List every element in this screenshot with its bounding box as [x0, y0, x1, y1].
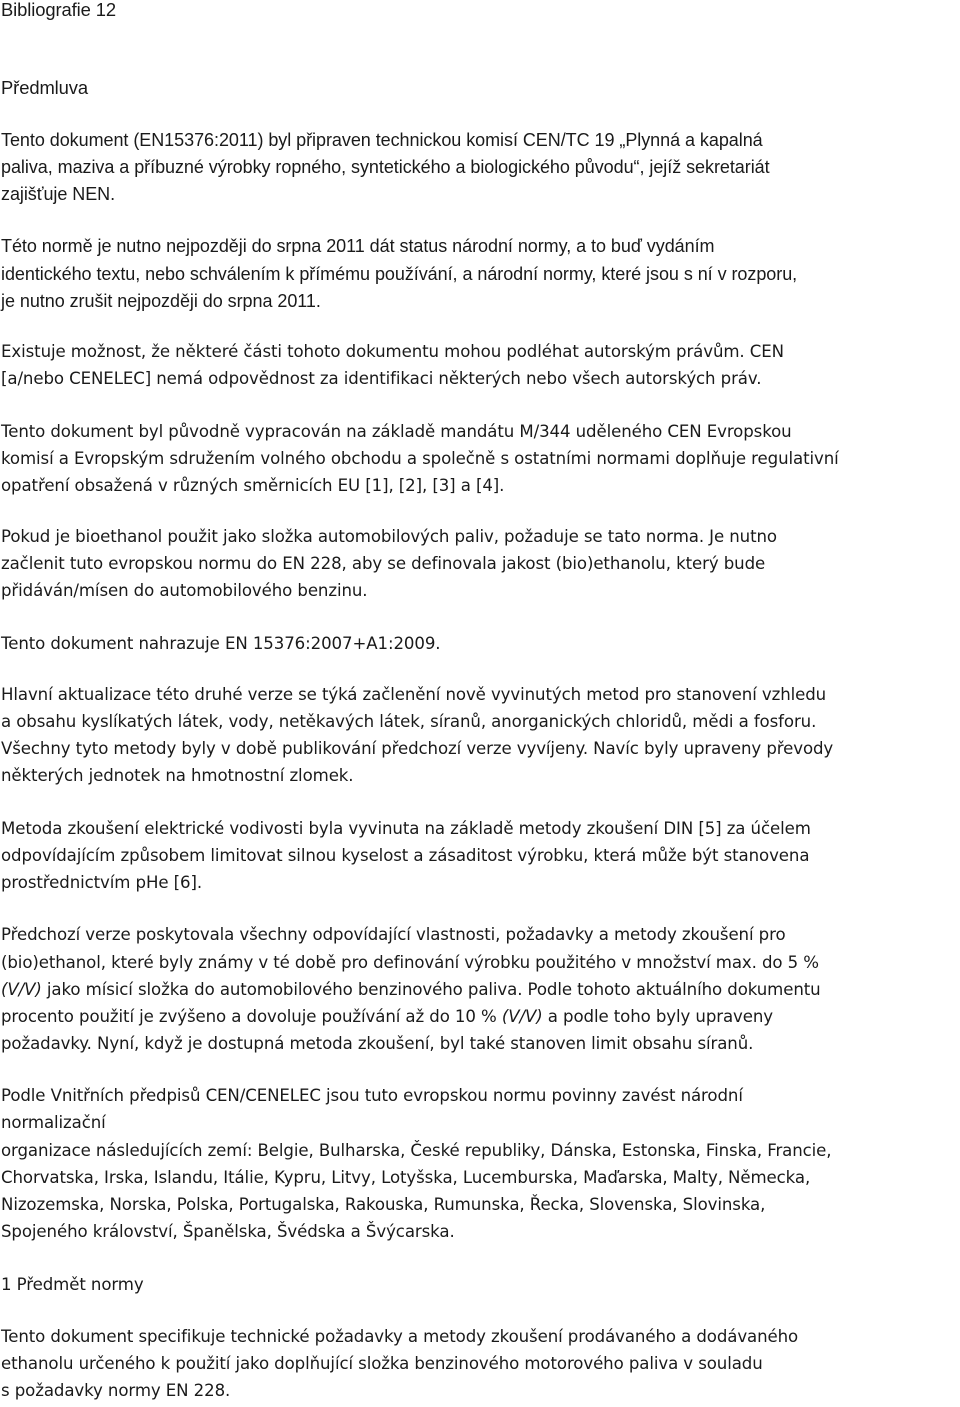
- paragraph-line: Spojeného království, Španělska, Švédska a Švýcarska.: [1, 1222, 455, 1241]
- paragraph-line: Podle Vnitřních předpisů CEN/CENELEC jsou tuto evropskou normu povinny zavést národní: [1, 1086, 743, 1105]
- paragraph-line: přidáván/mísen do automobilového benzinu.: [1, 581, 368, 600]
- paragraph-line: Existuje možnost, že některé části tohoto dokumentu mohou podléhat autorským právům. CEN: [1, 342, 784, 361]
- foreword-heading: Předmluva: [1, 77, 89, 98]
- paragraph-line: Metoda zkoušení elektrické vodivosti byla vyvinuta na základě metody zkoušení DIN [5] za účelem: [1, 819, 811, 838]
- volume-ratio-note: (V/V): [1, 980, 42, 999]
- paragraph-line: Tento dokument specifikuje technické požadavky a metody zkoušení prodávaného a dodávaného: [1, 1327, 799, 1346]
- paragraph-line: Předchozí verze poskytovala všechny odpovídající vlastnosti, požadavky a metody zkoušení pro: [1, 925, 786, 944]
- paragraph-line: [1, 978, 821, 1002]
- paragraph-line-text: jako mísicí složka do automobilového benzinového paliva. Podle tohoto aktuálního dokumentu: [41, 980, 821, 999]
- paragraph-line: (bio)ethanol, které byly známy v té době pro definování výrobku použitého v množství max. do 5 %: [1, 953, 819, 972]
- paragraph-line: Všechny tyto metody byly v době publikování předchozí verze vyvíjeny. Navíc byly upraveny převody: [1, 739, 834, 758]
- paragraph-line: Této normě je nutno nejpozději do srpna 2011 dát status národní normy, a to buď vydáním: [1, 236, 715, 256]
- paragraph-line-text: procento použití je zvýšeno a dovoluje používání až do 10 %: [1, 1007, 502, 1026]
- paragraph-line: Hlavní aktualizace této druhé verze se týká začlenění nově vyvinutých metod pro stanovení vzhledu: [1, 685, 827, 704]
- paragraph-line: normalizační: [1, 1113, 106, 1132]
- paragraph-line: Tento dokument nahrazuje EN 15376:2007+A1:2009.: [1, 634, 441, 653]
- paragraph-line: Tento dokument byl původně vypracován na základě mandátu M/344 uděleného CEN Evropskou: [1, 422, 792, 441]
- paragraph-line: Pokud je bioethanol použit jako složka automobilových paliv, požaduje se tato norma. Je nutno: [1, 527, 777, 546]
- paragraph-line: odpovídajícím způsobem limitovat silnou kyselost a zásaditost výrobku, která může být stanovena: [1, 846, 810, 865]
- paragraph-line-text: a podle toho byly upraveny: [542, 1007, 774, 1026]
- paragraph-line: komisí a Evropským sdružením volného obchodu a společně s ostatními normami doplňuje regulativní: [1, 449, 839, 468]
- paragraph-line: požadavky. Nyní, když je dostupná metoda zkoušení, byl také stanoven limit obsahu síranů.: [1, 1034, 754, 1053]
- paragraph-line: [1, 1005, 773, 1029]
- paragraph-line: [a/nebo CENELEC] nemá odpovědnost za identifikaci některých nebo všech autorských práv.: [1, 369, 762, 388]
- volume-ratio-note: (V/V): [501, 1007, 543, 1026]
- page-header-title: Bibliografie 12: [1, 0, 117, 20]
- paragraph-line: s požadavky normy EN 228.: [1, 1381, 231, 1400]
- paragraph-line: opatření obsažená v různých směrnicích EU [1], [2], [3] a [4].: [1, 476, 505, 495]
- paragraph-line: je nutno zrušit nejpozději do srpna 2011.: [1, 291, 321, 311]
- paragraph-line: začlenit tuto evropskou normu do EN 228, aby se definovala jakost (bio)ethanolu, který bude: [1, 554, 766, 573]
- paragraph-line: organizace následujících zemí: Belgie, Bulharska, České republiky, Dánska, Estonska, Finska, Francie,: [1, 1141, 832, 1160]
- paragraph-line: prostřednictvím pHe [6].: [1, 873, 202, 892]
- paragraph-line: identického textu, nebo schválením k přímému používání, a národní normy, které jsou s ní v rozporu,: [1, 264, 798, 284]
- paragraph-line: Chorvatska, Irska, Islandu, Itálie, Kypru, Litvy, Lotyšska, Lucemburska, Maďarska, Malty, Německa,: [1, 1168, 811, 1187]
- section-heading-scope: 1 Předmět normy: [1, 1275, 144, 1294]
- paragraph-line: Tento dokument (EN15376:2011) byl připraven technickou komisí CEN/TC 19 „Plynná a kapalná: [1, 130, 763, 150]
- paragraph-line: paliva, maziva a příbuzné výrobky ropného, syntetického a biologického původu“, jejíž sekretariát: [1, 157, 770, 177]
- paragraph-line: a obsahu kyslíkatých látek, vody, netěkavých látek, síranů, anorganických chloridů, mědi a fosforu.: [1, 712, 817, 731]
- paragraph-line: ethanolu určeného k použití jako doplňující složka benzinového motorového paliva v souladu: [1, 1354, 763, 1373]
- paragraph-line: Nizozemska, Norska, Polska, Portugalska, Rakouska, Rumunska, Řecka, Slovenska, Slovinska,: [1, 1195, 766, 1214]
- paragraph-line: zajišťuje NEN.: [1, 184, 116, 204]
- paragraph-line: některých jednotek na hmotnostní zlomek.: [1, 766, 354, 785]
